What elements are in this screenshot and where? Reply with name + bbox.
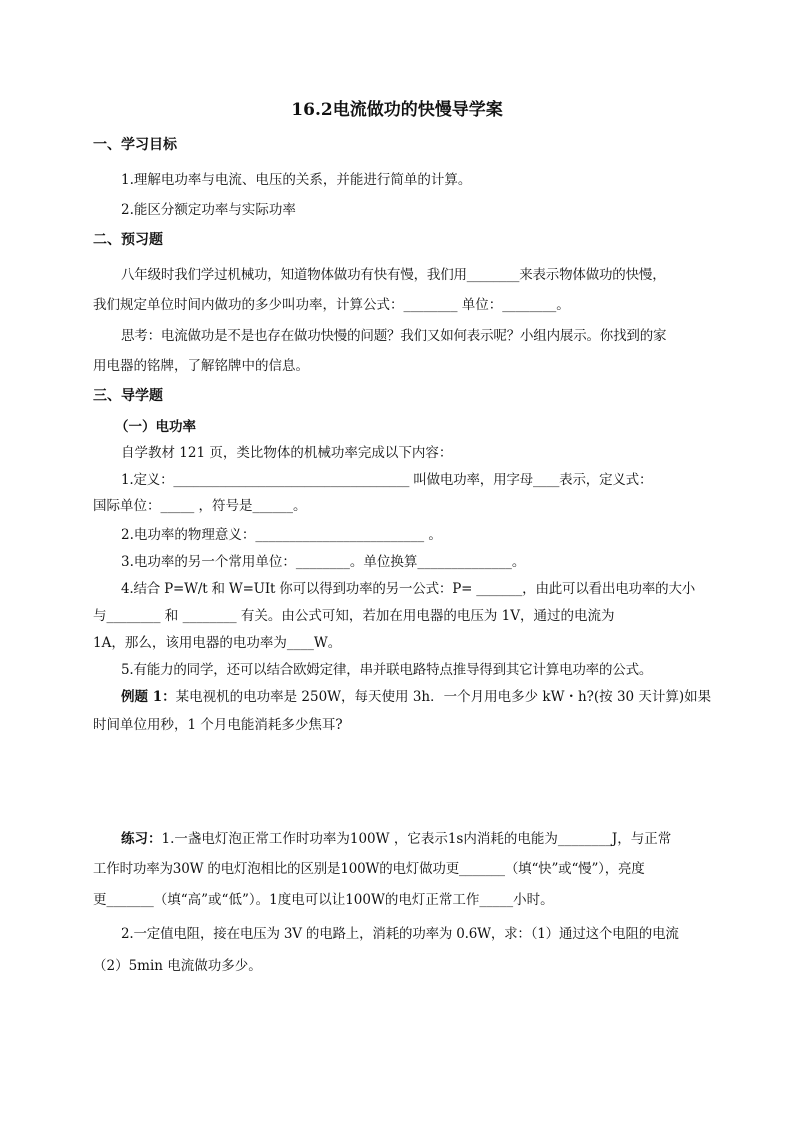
- example-text: 某电视机的电功率是 250W，每天使用 3h．一个月用电多少 kW・h?(按 30 天计算)如果: [175, 689, 712, 705]
- paragraph-line: 1A，那么，该用电器的电功率为____W。: [93, 635, 342, 651]
- goal-item: 1.理解电功率与电流、电压的关系，并能进行简单的计算。: [121, 172, 472, 188]
- practice-text: （2）5min 电流做功多少。: [93, 958, 262, 974]
- section-heading-guide: 三、导学题: [93, 388, 163, 404]
- subsection-heading: （一）电功率: [115, 419, 196, 435]
- paragraph-line: 自学教材 121 页，类比物体的机械功率完成以下内容：: [121, 445, 453, 461]
- paragraph-line: 4.结合 P=W/t 和 W=UIt 你可以得到功率的另一公式：P= _______，由此可以看出电功率的大小: [121, 581, 696, 597]
- paragraph-line: 1.定义：____________________________________ 叫做电功率，用字母____表示，定义式：: [121, 472, 653, 488]
- example-1: [121, 688, 711, 706]
- paragraph-line: 我们规定单位时间内做功的多少叫功率，计算公式：________ 单位：________。: [93, 297, 570, 313]
- paragraph-line: 八年级时我们学过机械功，知道物体做功有快有慢，我们用________来表示物体做功的快慢，: [121, 267, 666, 283]
- practice-text: 工作时功率为30W 的电灯泡相比的区别是100W的电灯做功更_______（填“快”或“慢”），亮度: [93, 861, 645, 877]
- practice-1: [121, 830, 671, 848]
- paragraph-line: 国际单位：_____ ，符号是______。: [93, 498, 307, 514]
- page-title: 16.2电流做功的快慢导学案: [291, 100, 503, 120]
- paragraph-line: 2.电功率的物理意义：_________________________ 。: [121, 527, 442, 543]
- paragraph-line: 用电器的铭牌，了解铭牌中的信息。: [93, 358, 309, 374]
- goal-item: 2.能区分额定功率与实际功率: [121, 202, 296, 218]
- paragraph-line: 5.有能力的同学，还可以结合欧姆定律，串并联电路特点推导得到其它计算电功率的公式。: [121, 662, 653, 678]
- paragraph-line: 思考：电流做功是不是也存在做功快慢的问题？我们又如何表示呢？小组内展示。你找到的家: [121, 328, 667, 344]
- section-heading-goals: 一、学习目标: [93, 137, 177, 153]
- example-label: 例题 1：: [121, 689, 176, 705]
- practice-text: 更_______（填“高”或“低”）。1度电可以让100W的电灯正常工作_____小时。: [93, 892, 554, 908]
- practice-text: 1.一盏电灯泡正常工作时功率为100W ，它表示1s内消耗的电能为________J，与正常: [161, 831, 672, 847]
- practice-text: 2.一定值电阻，接在电压为 3V 的电路上，消耗的功率为 0.6W，求：（1）通过这个电阻的电流: [121, 926, 679, 942]
- example-text: 时间单位用秒，1 个月电能消耗多少焦耳?: [93, 717, 343, 733]
- paragraph-line: 3.电功率的另一个常用单位：________。单位换算______________。: [121, 554, 526, 570]
- section-heading-preview: 二、预习题: [93, 232, 163, 248]
- practice-label: 练习：: [121, 831, 162, 847]
- paragraph-line: 与________ 和 ________ 有关。由公式可知，若加在用电器的电压为 1V，通过的电流为: [93, 608, 615, 624]
